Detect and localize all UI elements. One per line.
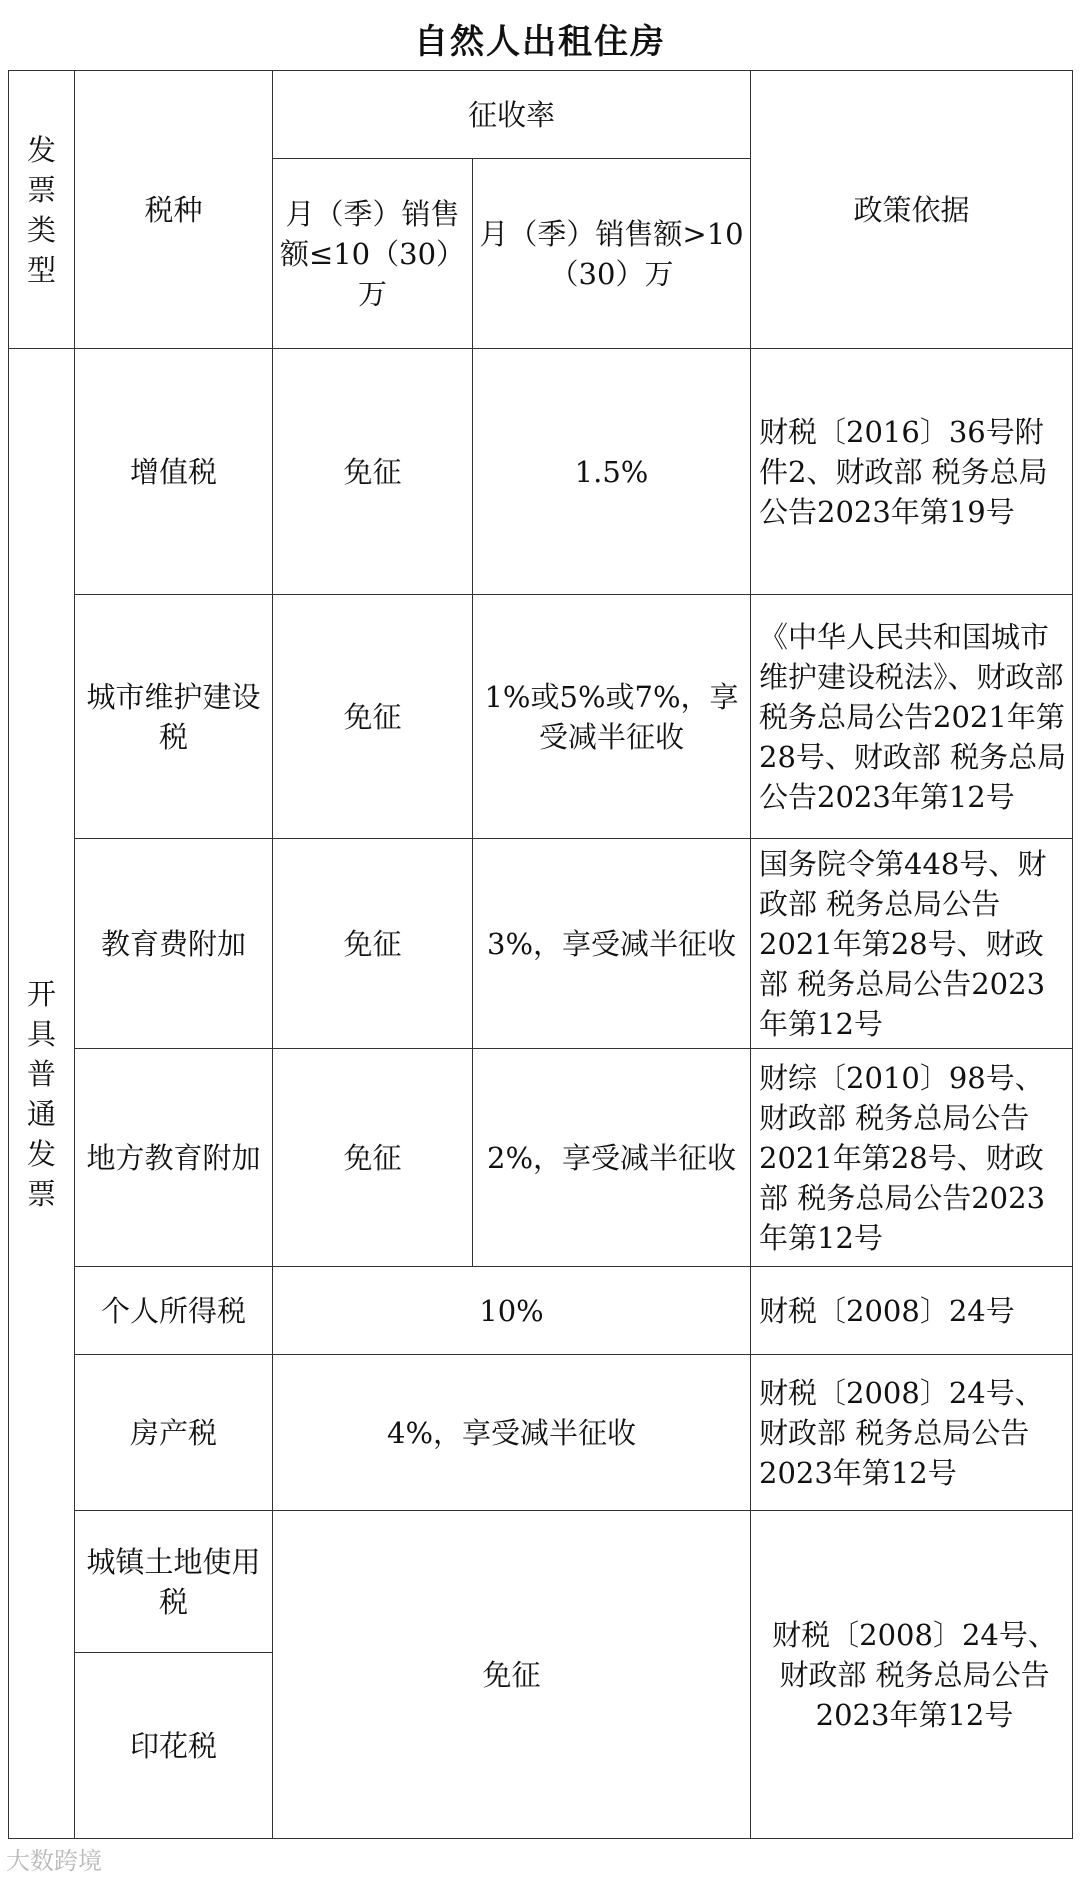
page-title: 自然人出租住房 [414,22,666,62]
policy-basis: 财税〔2008〕24号、财政部 税务总局公告2023年第12号 [751,1511,1073,1839]
tax-name: 房产税 [75,1355,273,1511]
policy-basis: 财税〔2008〕24号、财政部 税务总局公告2023年第12号 [751,1355,1073,1511]
rate-high: 1%或5%或7%，享受减半征收 [473,595,751,839]
rate-high: 1.5% [473,349,751,595]
policy-basis: 国务院令第448号、财政部 税务总局公告2021年第28号、财政部 税务总局公告2023年第12号 [751,839,1073,1049]
policy-basis: 《中华人民共和国城市维护建设税法》、财政部 税务总局公告2021年第28号、财政部 税务总局公告2023年第12号 [751,595,1073,839]
rate-merged: 4%，享受减半征收 [273,1355,751,1511]
rate-merged: 免征 [273,1511,751,1839]
rate-low: 免征 [273,1049,473,1267]
invoice-type-cell: 开具普通发票 [9,349,75,1839]
tax-name: 城镇土地使用税 [75,1511,273,1653]
header-rate-group: 征收率 [273,71,751,159]
header-tax-type: 税种 [75,71,273,349]
policy-basis: 财税〔2016〕36号附件2、财政部 税务总局公告2023年第19号 [751,349,1073,595]
policy-basis: 财税〔2008〕24号 [751,1267,1073,1355]
tax-name: 印花税 [75,1653,273,1839]
rate-merged: 10% [273,1267,751,1355]
header-policy: 政策依据 [751,71,1073,349]
header-rate-low: 月（季）销售额≤10（30）万 [273,159,473,349]
tax-table [8,70,1073,1839]
rate-high: 2%，享受减半征收 [473,1049,751,1267]
tax-name: 增值税 [75,349,273,595]
rate-high: 3%，享受减半征收 [473,839,751,1049]
rate-low: 免征 [273,839,473,1049]
tax-name: 地方教育附加 [75,1049,273,1267]
tax-name: 教育费附加 [75,839,273,1049]
policy-basis: 财综〔2010〕98号、财政部 税务总局公告2021年第28号、财政部 税务总局公告2023年第12号 [751,1049,1073,1267]
rate-low: 免征 [273,349,473,595]
watermark: 大数跨境 [6,1847,102,1875]
tax-name: 个人所得税 [75,1267,273,1355]
header-rate-high: 月（季）销售额>10（30）万 [473,159,751,349]
rate-low: 免征 [273,595,473,839]
tax-name: 城市维护建设税 [75,595,273,839]
header-invoice-type: 发票类型 [9,71,75,349]
